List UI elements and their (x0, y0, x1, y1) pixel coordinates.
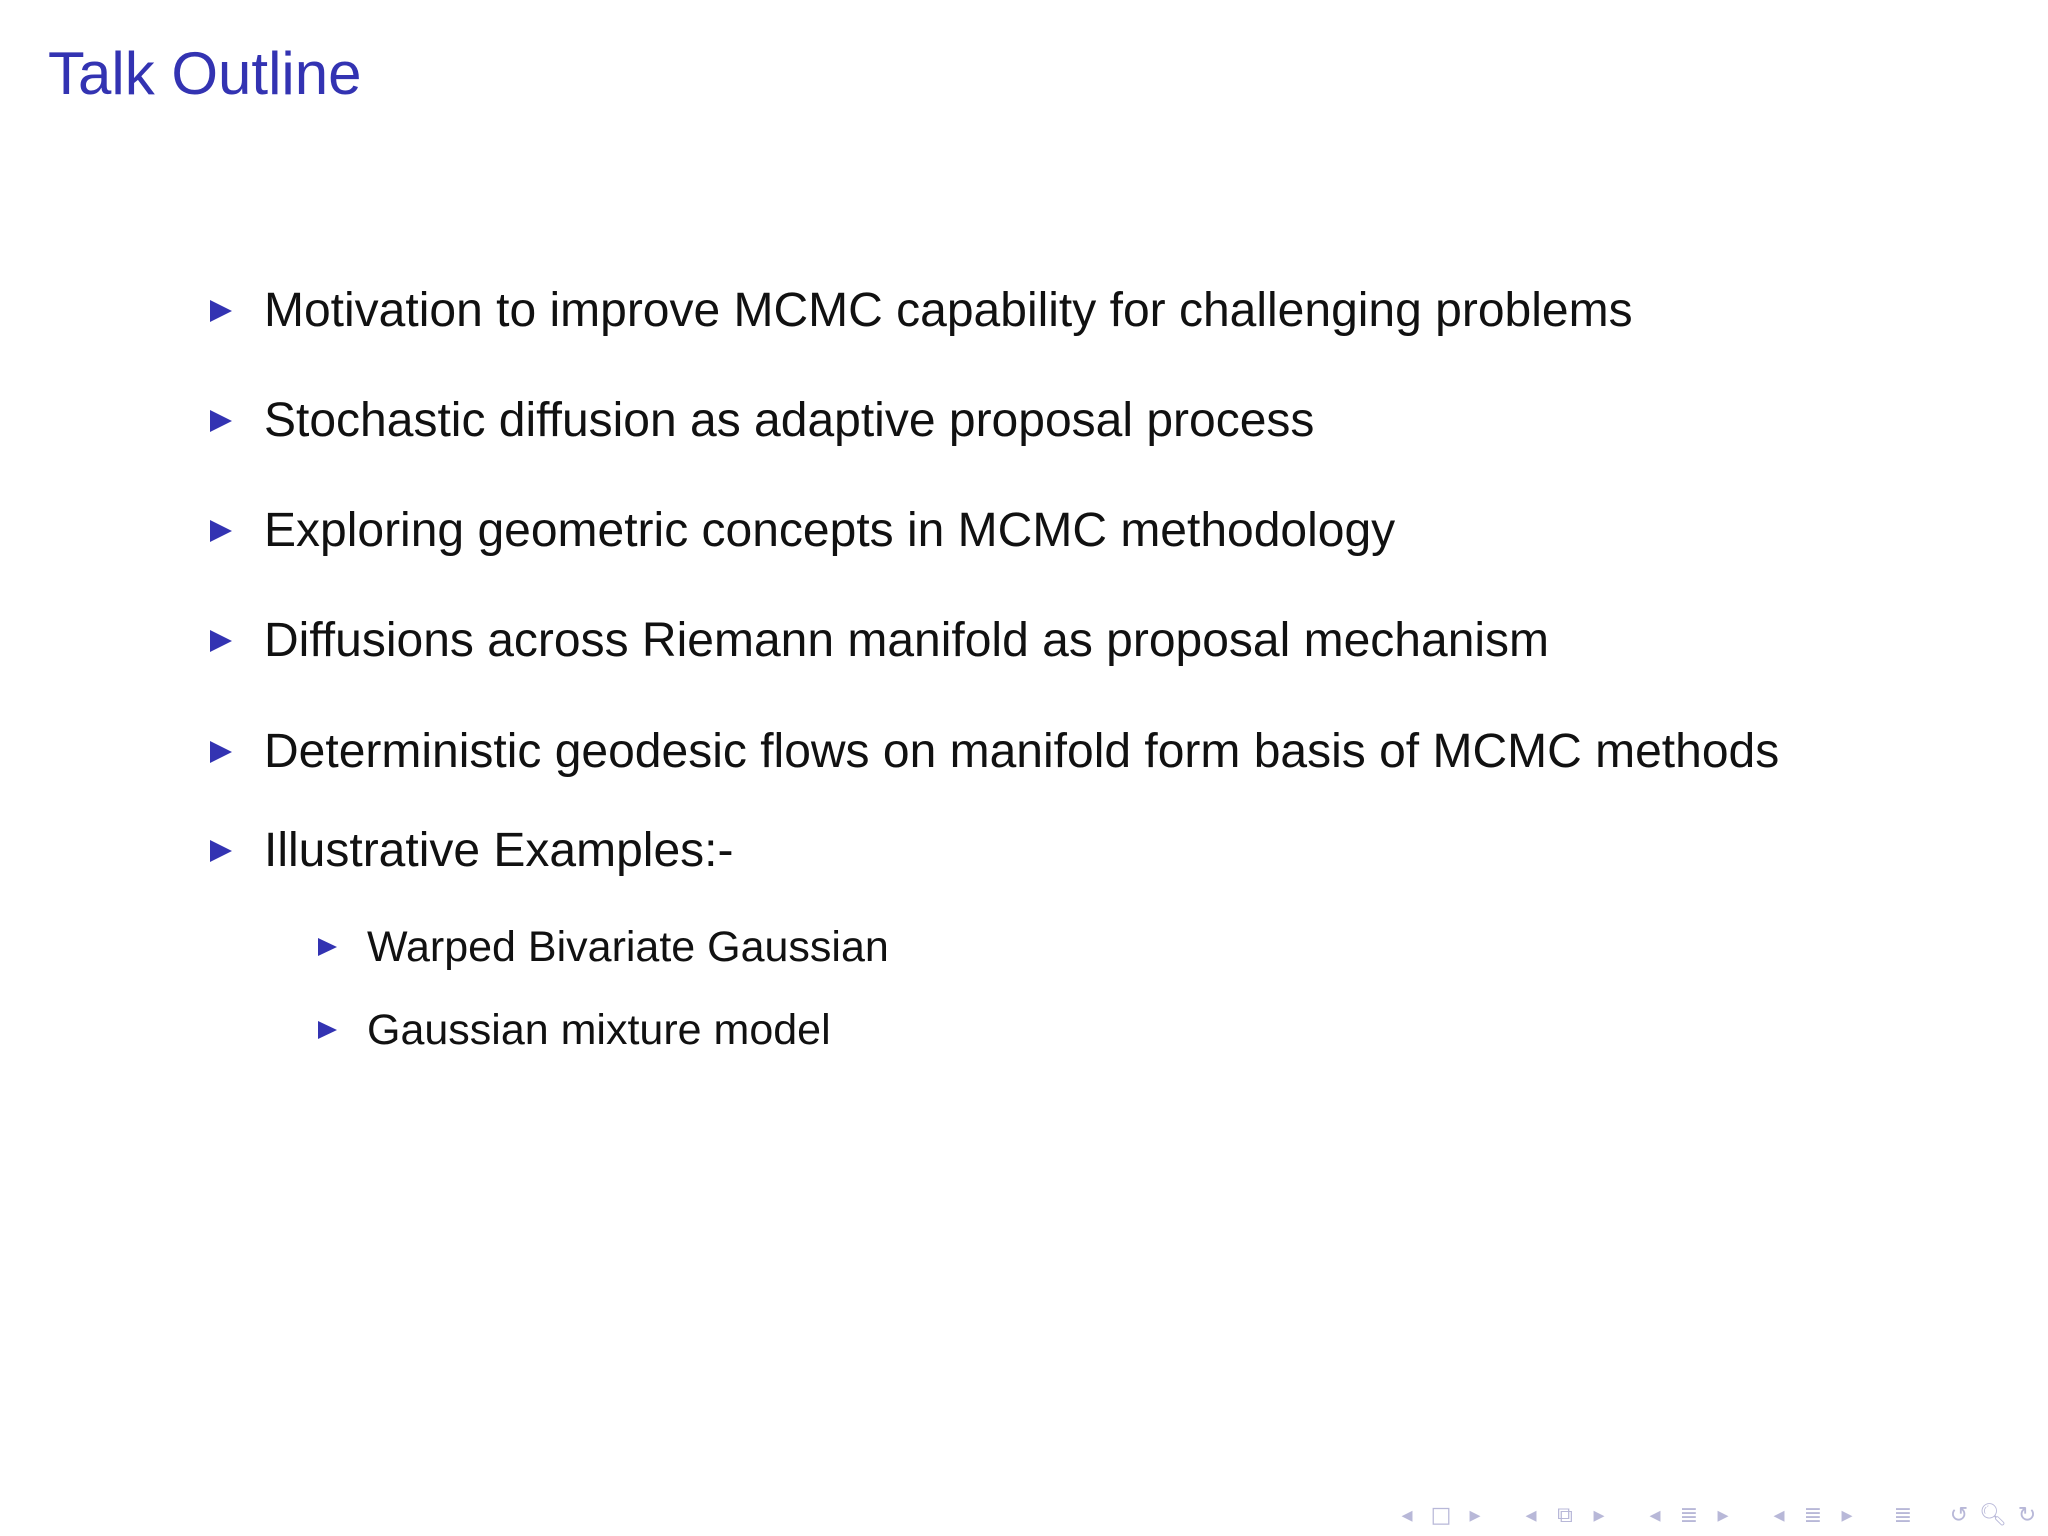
bullet-item (210, 724, 1779, 780)
bullet-arrow-icon (210, 520, 232, 542)
bullet-item (210, 503, 1395, 559)
bullet-text: Stochastic diffusion as adaptive proposal process (264, 394, 1315, 447)
back-icon[interactable]: ↺ (1949, 1502, 1969, 1528)
appendix-icon[interactable]: ≣ (1803, 1502, 1823, 1528)
section-nav (1642, 1500, 1736, 1530)
sub-bullet-arrow-icon (318, 938, 337, 956)
bullet-text: Deterministic geodesic flows on manifold form basis of MCMC methods (264, 725, 1780, 778)
outline-icon[interactable]: ≣ (1893, 1502, 1913, 1528)
section-prev-icon[interactable]: ◂ (1649, 1502, 1661, 1528)
sub-bullet-item (318, 1005, 831, 1055)
bullet-item (210, 613, 1549, 669)
section-next-icon[interactable]: ▸ (1717, 1502, 1729, 1528)
subsection-icon[interactable]: ⧉ (1557, 1502, 1573, 1528)
appendix-next-icon[interactable]: ▸ (1841, 1502, 1853, 1528)
bullet-arrow-icon (210, 741, 232, 763)
subsection-next-icon[interactable]: ▸ (1593, 1502, 1605, 1528)
frame-icon[interactable]: □ (1430, 1502, 1452, 1528)
beamer-navigation-bar (1368, 1500, 2040, 1530)
subsection-prev-icon[interactable]: ◂ (1525, 1502, 1537, 1528)
bullet-item (210, 393, 1314, 449)
bullet-text: Diffusions across Riemann manifold as proposal mechanism (264, 614, 1550, 667)
sub-bullet-arrow-icon (318, 1021, 337, 1039)
bullet-arrow-icon (210, 300, 232, 322)
bullet-item (210, 283, 1633, 339)
sub-bullet-item (318, 922, 889, 972)
search-icon[interactable]: 🔍︎ (1979, 1502, 2007, 1528)
bullet-text: Illustrative Examples:- (264, 824, 734, 877)
section-icon[interactable]: ≣ (1679, 1502, 1699, 1528)
frame-nav (1394, 1500, 1488, 1530)
bullet-arrow-icon (210, 840, 232, 862)
sub-bullet-text: Warped Bivariate Gaussian (367, 923, 889, 971)
bullet-item (210, 823, 733, 879)
slide-title: Talk Outline (48, 40, 362, 107)
subsection-nav (1518, 1500, 1612, 1530)
appendix-prev-icon[interactable]: ◂ (1773, 1502, 1785, 1528)
history-nav (1946, 1500, 2040, 1530)
appendix-nav (1766, 1500, 1860, 1530)
bullet-text: Motivation to improve MCMC capability for challenging problems (264, 284, 1633, 337)
frame-next-icon[interactable]: ▸ (1469, 1502, 1481, 1528)
sub-bullet-text: Gaussian mixture model (367, 1006, 831, 1054)
bullet-arrow-icon (210, 410, 232, 432)
forward-icon[interactable]: ↻ (2017, 1502, 2037, 1528)
bullet-text: Exploring geometric concepts in MCMC methodology (264, 504, 1396, 557)
bullet-arrow-icon (210, 630, 232, 652)
frame-prev-icon[interactable]: ◂ (1401, 1502, 1413, 1528)
outline-nav (1890, 1500, 1916, 1530)
